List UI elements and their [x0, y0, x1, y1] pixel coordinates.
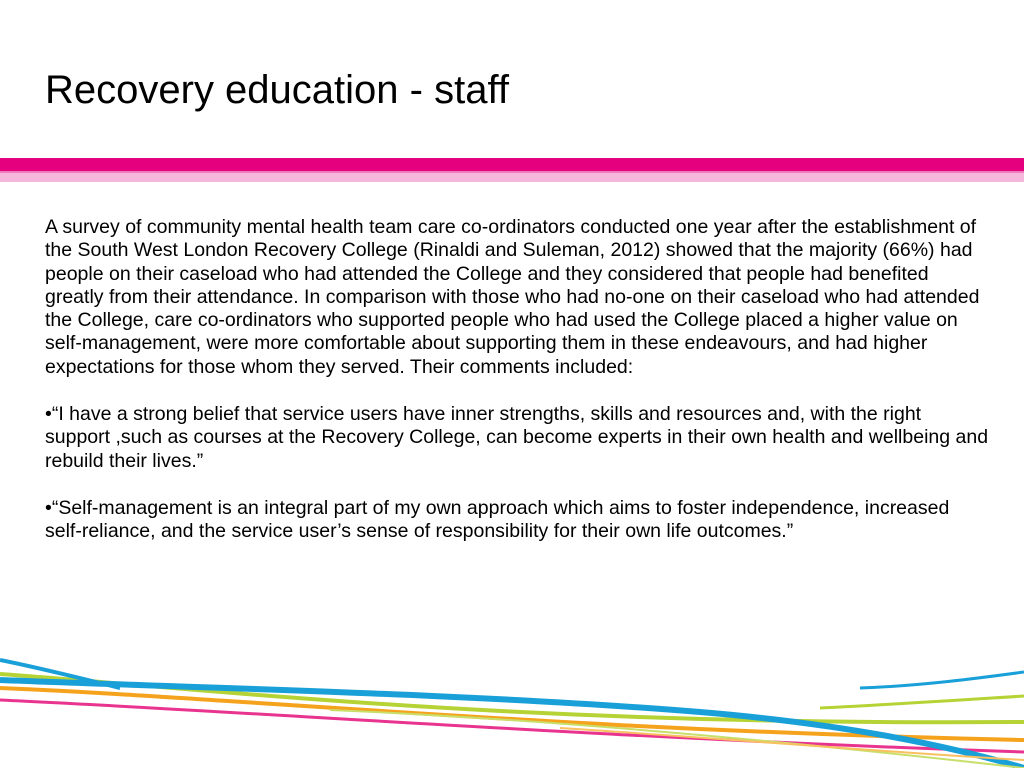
header-band-dark: [0, 158, 1024, 171]
swoosh-blue-line: [0, 680, 1024, 768]
header-divider-band: [0, 158, 1024, 182]
quote-bullet-1: •“I have a strong belief that service users have inner strengths, skills and resources and, with the right support ,such as courses at the Recovery College, can become experts in their own health and wellbeing and rebuild their lives.”: [45, 403, 989, 472]
quote-bullet-2: •“Self-management is an integral part of my own approach which aims to foster independence, increased self-reliance, and the service user’s sense of responsibility for their own life outcomes.”: [45, 496, 950, 543]
header-band-line: [0, 171, 1024, 173]
slide-body: [45, 216, 990, 544]
slide-title: Recovery education - staff: [45, 68, 509, 112]
swoosh-lime-right: [820, 696, 1024, 708]
swoosh-blue-right: [860, 672, 1024, 688]
survey-paragraph: A survey of community mental health team care co-ordinators conducted one year after the establishment of the South West London Recovery College (Rinaldi and Suleman, 2012) showed that the majority (66%) had people on their caseload who had attended the College and they considered that people had benefited greatly from their attendance. In comparison with those who had no-one on their caseload who had attended the College, care co-ordinators who supported people who had used the College placed a higher value on self-management, were more comfortable about supporting them in these endeavours, and had higher expectations for those whom they served. Their comments included:: [45, 216, 980, 378]
swoosh-pink-line: [0, 700, 1024, 752]
footer-swoosh-decoration: [0, 648, 1024, 768]
